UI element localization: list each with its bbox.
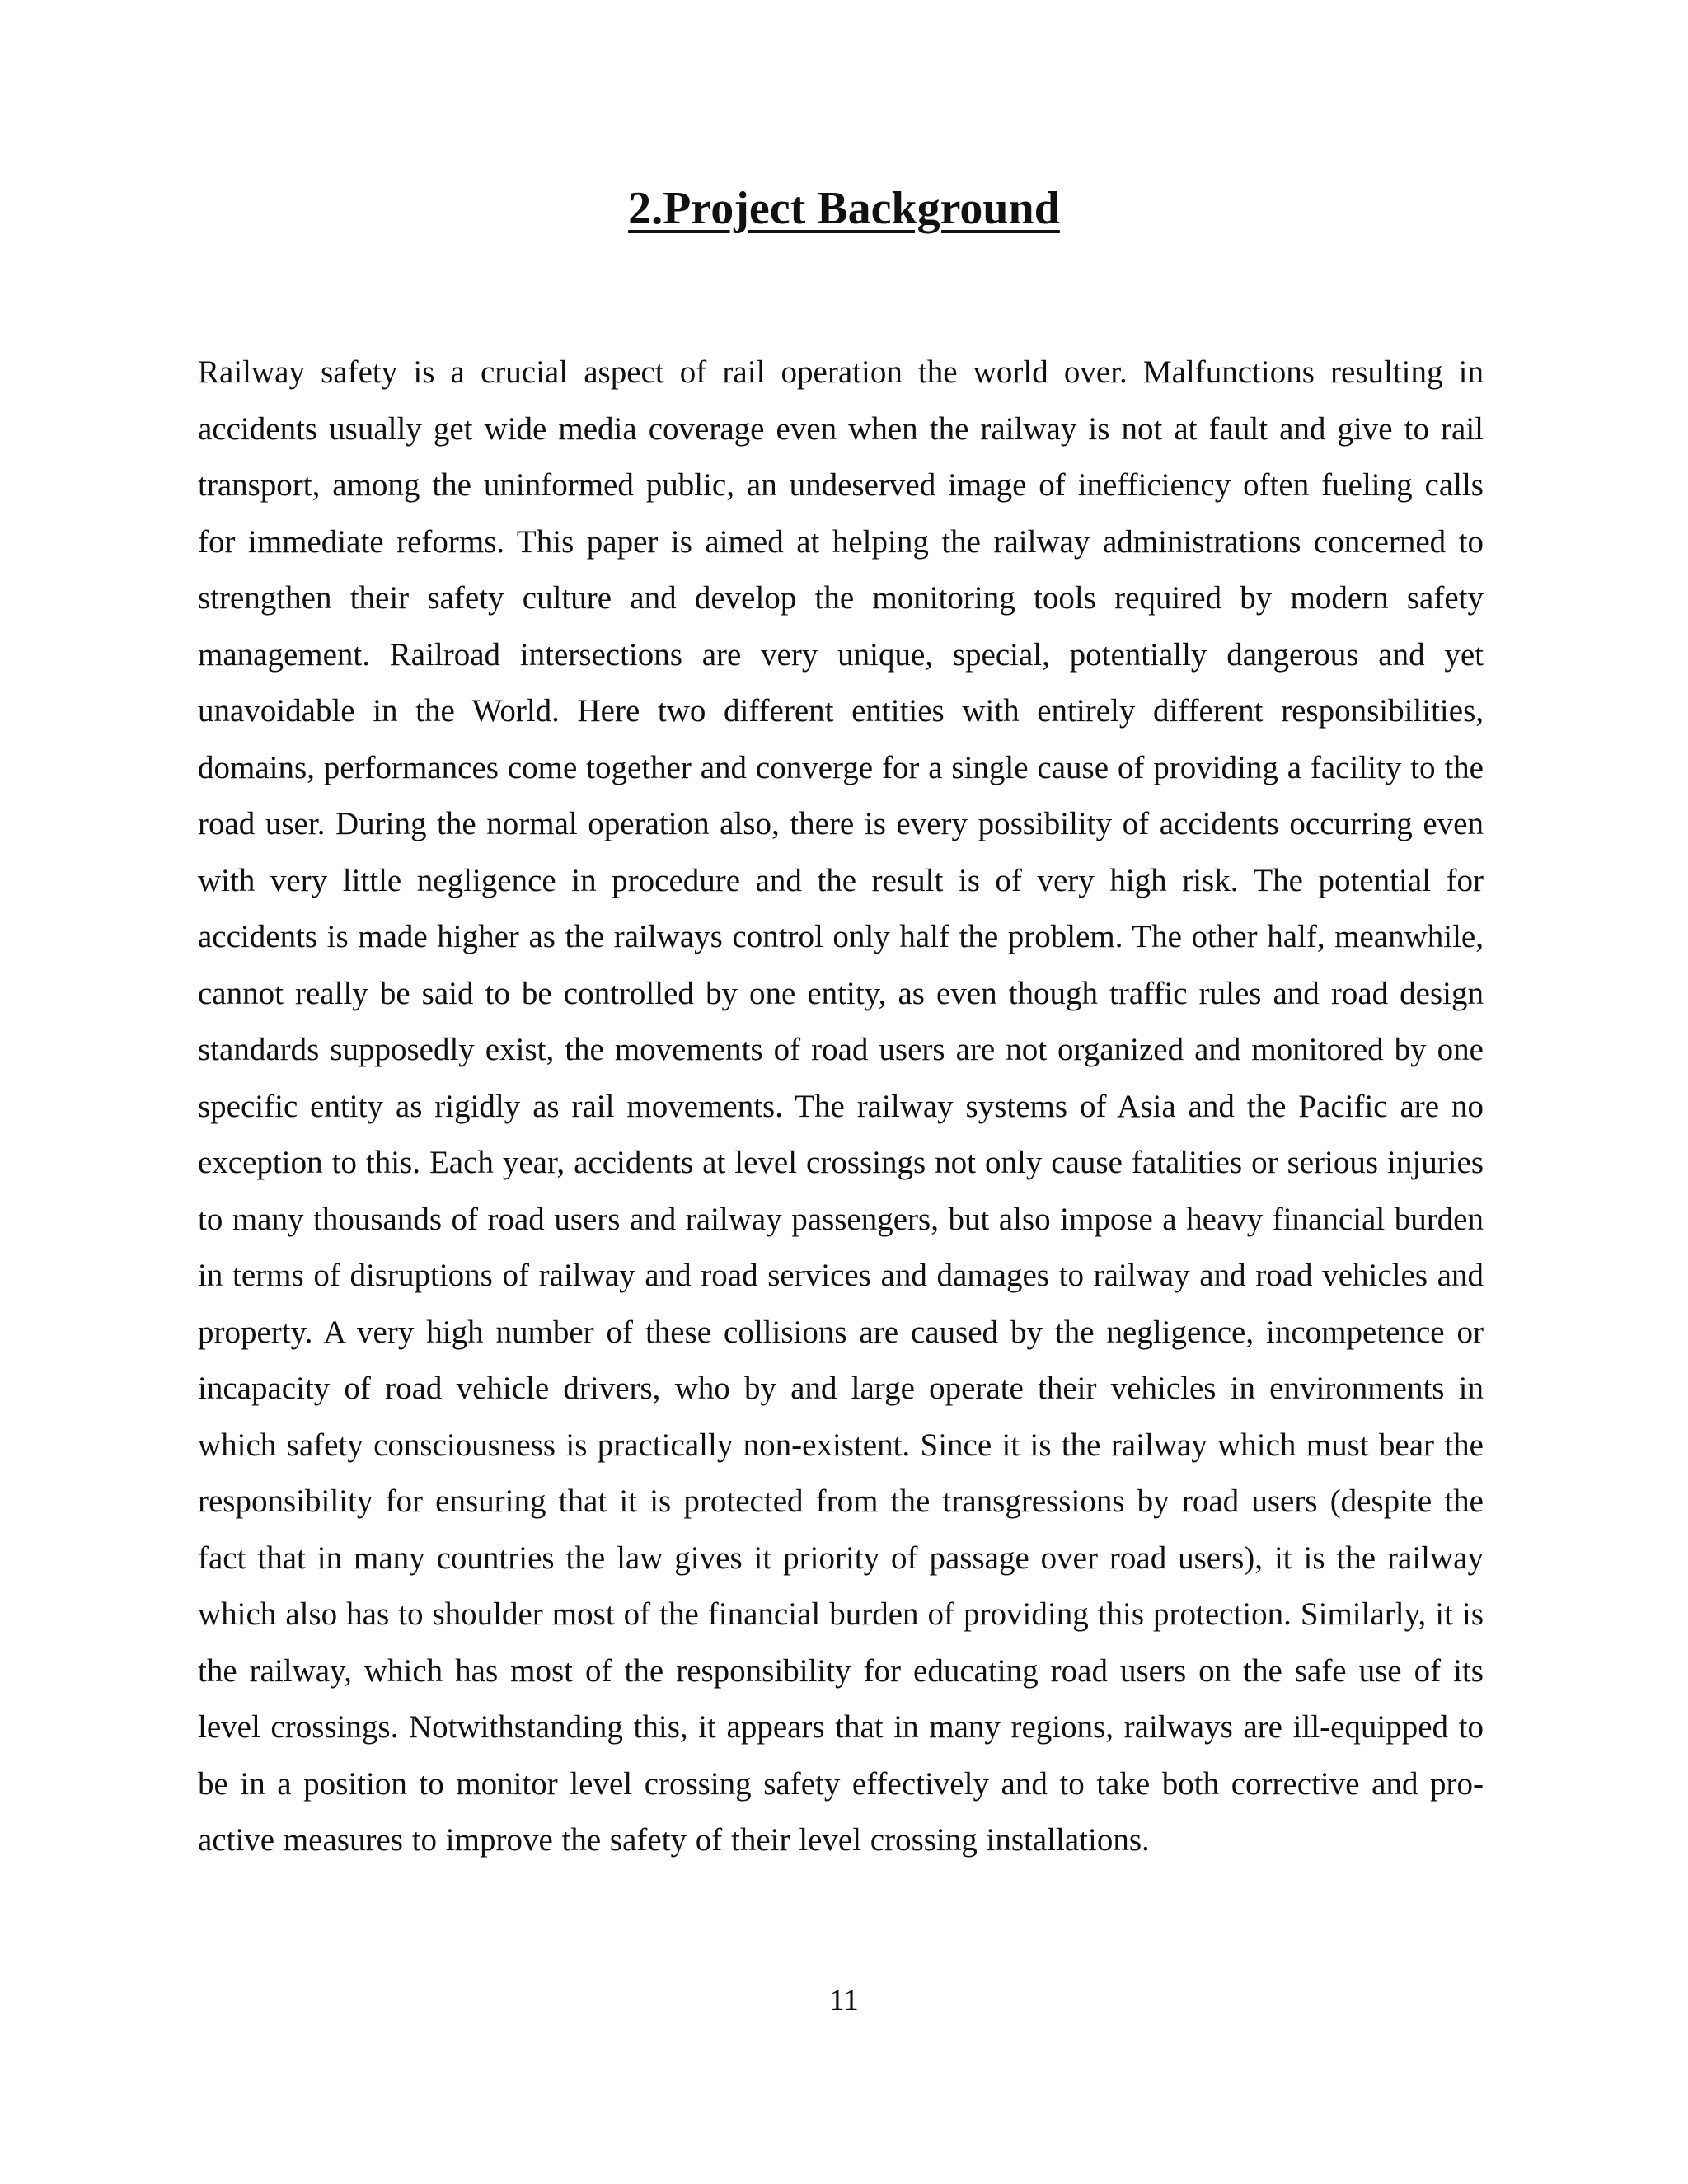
body-paragraph: Railway safety is a crucial aspect of rail operation the world over. Malfunctions resulting in accidents usually get wide media coverage even when the railway is not at fault and give to rail transport, among the uninformed public, an undeserved image of inefficiency often fueling calls for immediate reforms. This paper is aimed at helping the railway administrations concerned to strengthen their safety culture and develop the monitoring tools required by modern safety management. Railroad intersections are very unique, special, potentially dangerous and yet unavoidable in the World. Here two different entities with entirely different responsibilities, domains, performances come together and converge for a single cause of providing a facility to the road user. During the normal operation also, there is every possibility of accidents occurring even with very little negligence in procedure and the result is of very high risk. The potential for accidents is made higher as the railways control only half the problem. The other half, meanwhile, cannot really be said to be controlled by one entity, as even though traffic rules and road design standards supposedly exist, the movements of road users are not organized and monitored by one specific entity as rigidly as rail movements. The railway systems of Asia and the Pacific are no exception to this. Each year, accidents at level crossings not only cause fatalities or serious injuries to many thousands of road users and railway passengers, but also impose a heavy financial burden in terms of disruptions of railway and road services and damages to railway and road vehicles and property. A very high number of these collisions are caused by the negligence, incompetence or incapacity of road vehicle drivers, who by and large operate their vehicles in environments in which safety consciousness is practically non-existent. Since it is the railway which must bear the responsibility for ensuring that it is protected from the transgressions by road users (despite the fact that in many countries the law gives it priority of passage over road users), it is the railway which also has to shoulder most of the financial burden of providing this protection. Similarly, it is the railway, which has most of the responsibility for educating road users on the safe use of its level crossings. Notwithstanding this, it appears that in many regions, railways are ill-equipped to be in a position to monitor level crossing safety effectively and to take both corrective and pro-active measures to improve the safety of their level crossing installations. <box>198 354 1484 1858</box>
section-heading: 2.Project Background <box>628 183 1060 234</box>
page-number: 11 <box>829 1984 859 2018</box>
